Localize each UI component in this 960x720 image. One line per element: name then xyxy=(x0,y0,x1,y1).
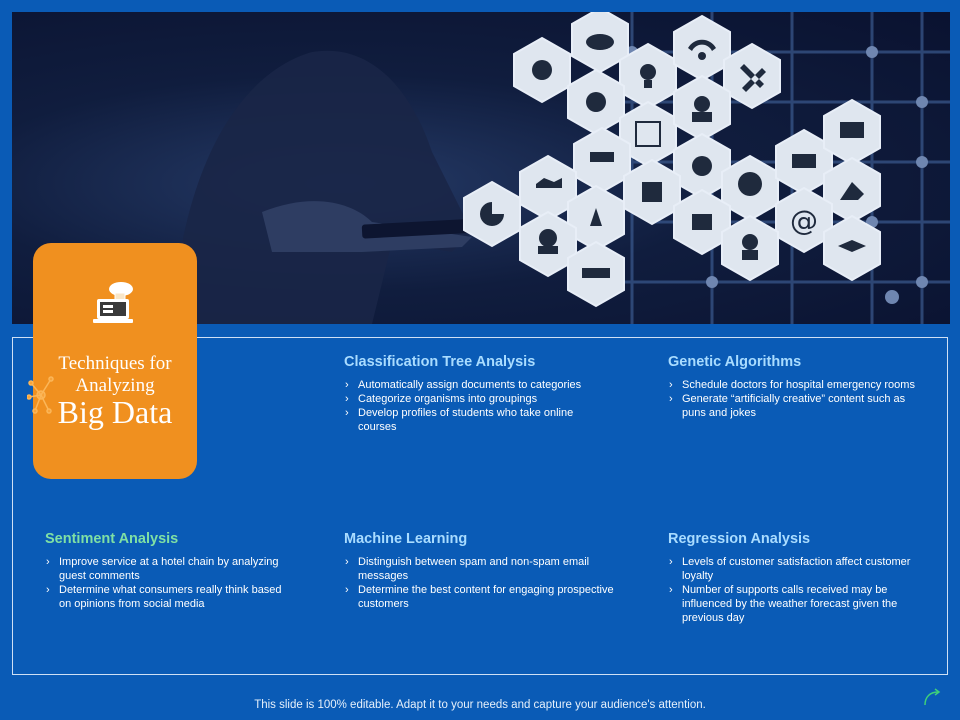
bullet-item: › Generate “artificially creative” content such as puns and jokes xyxy=(668,392,923,420)
bullet-item: › Number of supports calls received may be influenced by the weather forecast given the previous day xyxy=(668,583,923,625)
section-title: Genetic Algorithms xyxy=(668,354,802,370)
badge-title-line1: Techniques for Analyzing xyxy=(58,353,172,396)
section-regression-analysis xyxy=(668,531,923,625)
curl-arrow-icon xyxy=(922,688,942,708)
section-title: Classification Tree Analysis xyxy=(344,354,536,370)
bullet-item: › Schedule doctors for hospital emergency rooms xyxy=(668,378,923,392)
bullet-item: › Categorize organisms into groupings xyxy=(344,392,614,406)
bullet-item: › Determine the best content for engaging prospective customers xyxy=(344,583,614,611)
bullet-item: › Levels of customer satisfaction affect customer loyalty xyxy=(668,555,923,583)
badge-title-main: Big Data xyxy=(57,394,173,430)
bullet-item: › Determine what consumers really think based on opinions from social media xyxy=(45,583,285,611)
laptop-data-icon xyxy=(91,279,139,327)
section-title: Machine Learning xyxy=(344,531,468,547)
bullet-item: › Distinguish between spam and non-spam email messages xyxy=(344,555,614,583)
bullet-item: › Automatically assign documents to categories xyxy=(344,378,614,392)
bullet-item: › Improve service at a hotel chain by analyzing guest comments xyxy=(45,555,285,583)
footer-note: This slide is 100% editable. Adapt it to your needs and capture your audience's attention. xyxy=(254,699,706,711)
section-genetic-algorithms xyxy=(668,354,923,420)
title-badge xyxy=(33,243,197,479)
section-sentiment-analysis xyxy=(45,531,285,611)
bullet-item: › Develop profiles of students who take online courses xyxy=(344,406,614,434)
section-title: Sentiment Analysis xyxy=(45,531,179,547)
section-title: Regression Analysis xyxy=(668,531,811,547)
section-classification-tree-analysis xyxy=(344,354,614,434)
section-machine-learning xyxy=(344,531,614,611)
svg-text:@: @ xyxy=(790,204,818,237)
